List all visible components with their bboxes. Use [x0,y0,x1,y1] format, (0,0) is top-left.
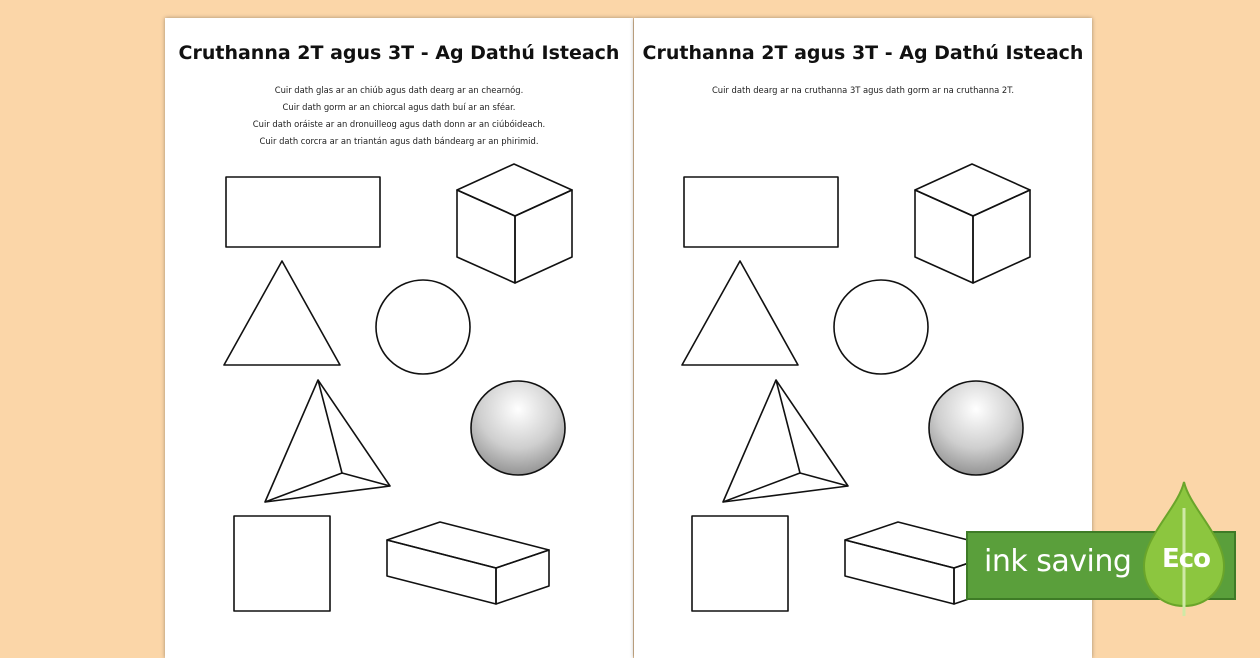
badge-label: ink saving [984,544,1132,579]
triangle-shape [224,261,340,365]
page-title: Cruthanna 2T agus 3T - Ag Dathú Isteach [642,42,1084,64]
rectangle-shape [226,177,380,247]
instruction-line: Cuir dath glas ar an chiúb agus dath dearg ar an chearnóg. [274,85,524,95]
instruction-line: Cuir dath corcra ar an triantán agus dath bándearg ar an phirimid. [259,136,539,146]
square-shape [234,516,330,611]
sphere-shape [929,381,1023,475]
pyramid-shape [265,380,390,502]
cuboid-shape [387,522,549,604]
square-shape [692,516,788,611]
worksheet-left [165,18,633,658]
eco-label: Eco [1161,544,1211,574]
circle-shape [834,280,928,374]
instruction-line: Cuir dath oráiste ar an dronuilleog agus dath donn ar an ciúbóideach. [252,119,546,129]
instruction-line: Cuir dath dearg ar na cruthanna 3T agus dath gorm ar na cruthanna 2T. [711,85,1015,95]
circle-shape [376,280,470,374]
triangle-shape [682,261,798,365]
rectangle-shape [684,177,838,247]
cube-shape [915,164,1030,283]
pyramid-shape [723,380,848,502]
shapes-canvas [165,18,633,630]
sphere-shape [471,381,565,475]
page-title: Cruthanna 2T agus 3T - Ag Dathú Isteach [178,42,620,64]
instruction-line: Cuir dath gorm ar an chiorcal agus dath buí ar an sféar. [282,102,516,112]
cube-shape [457,164,572,283]
